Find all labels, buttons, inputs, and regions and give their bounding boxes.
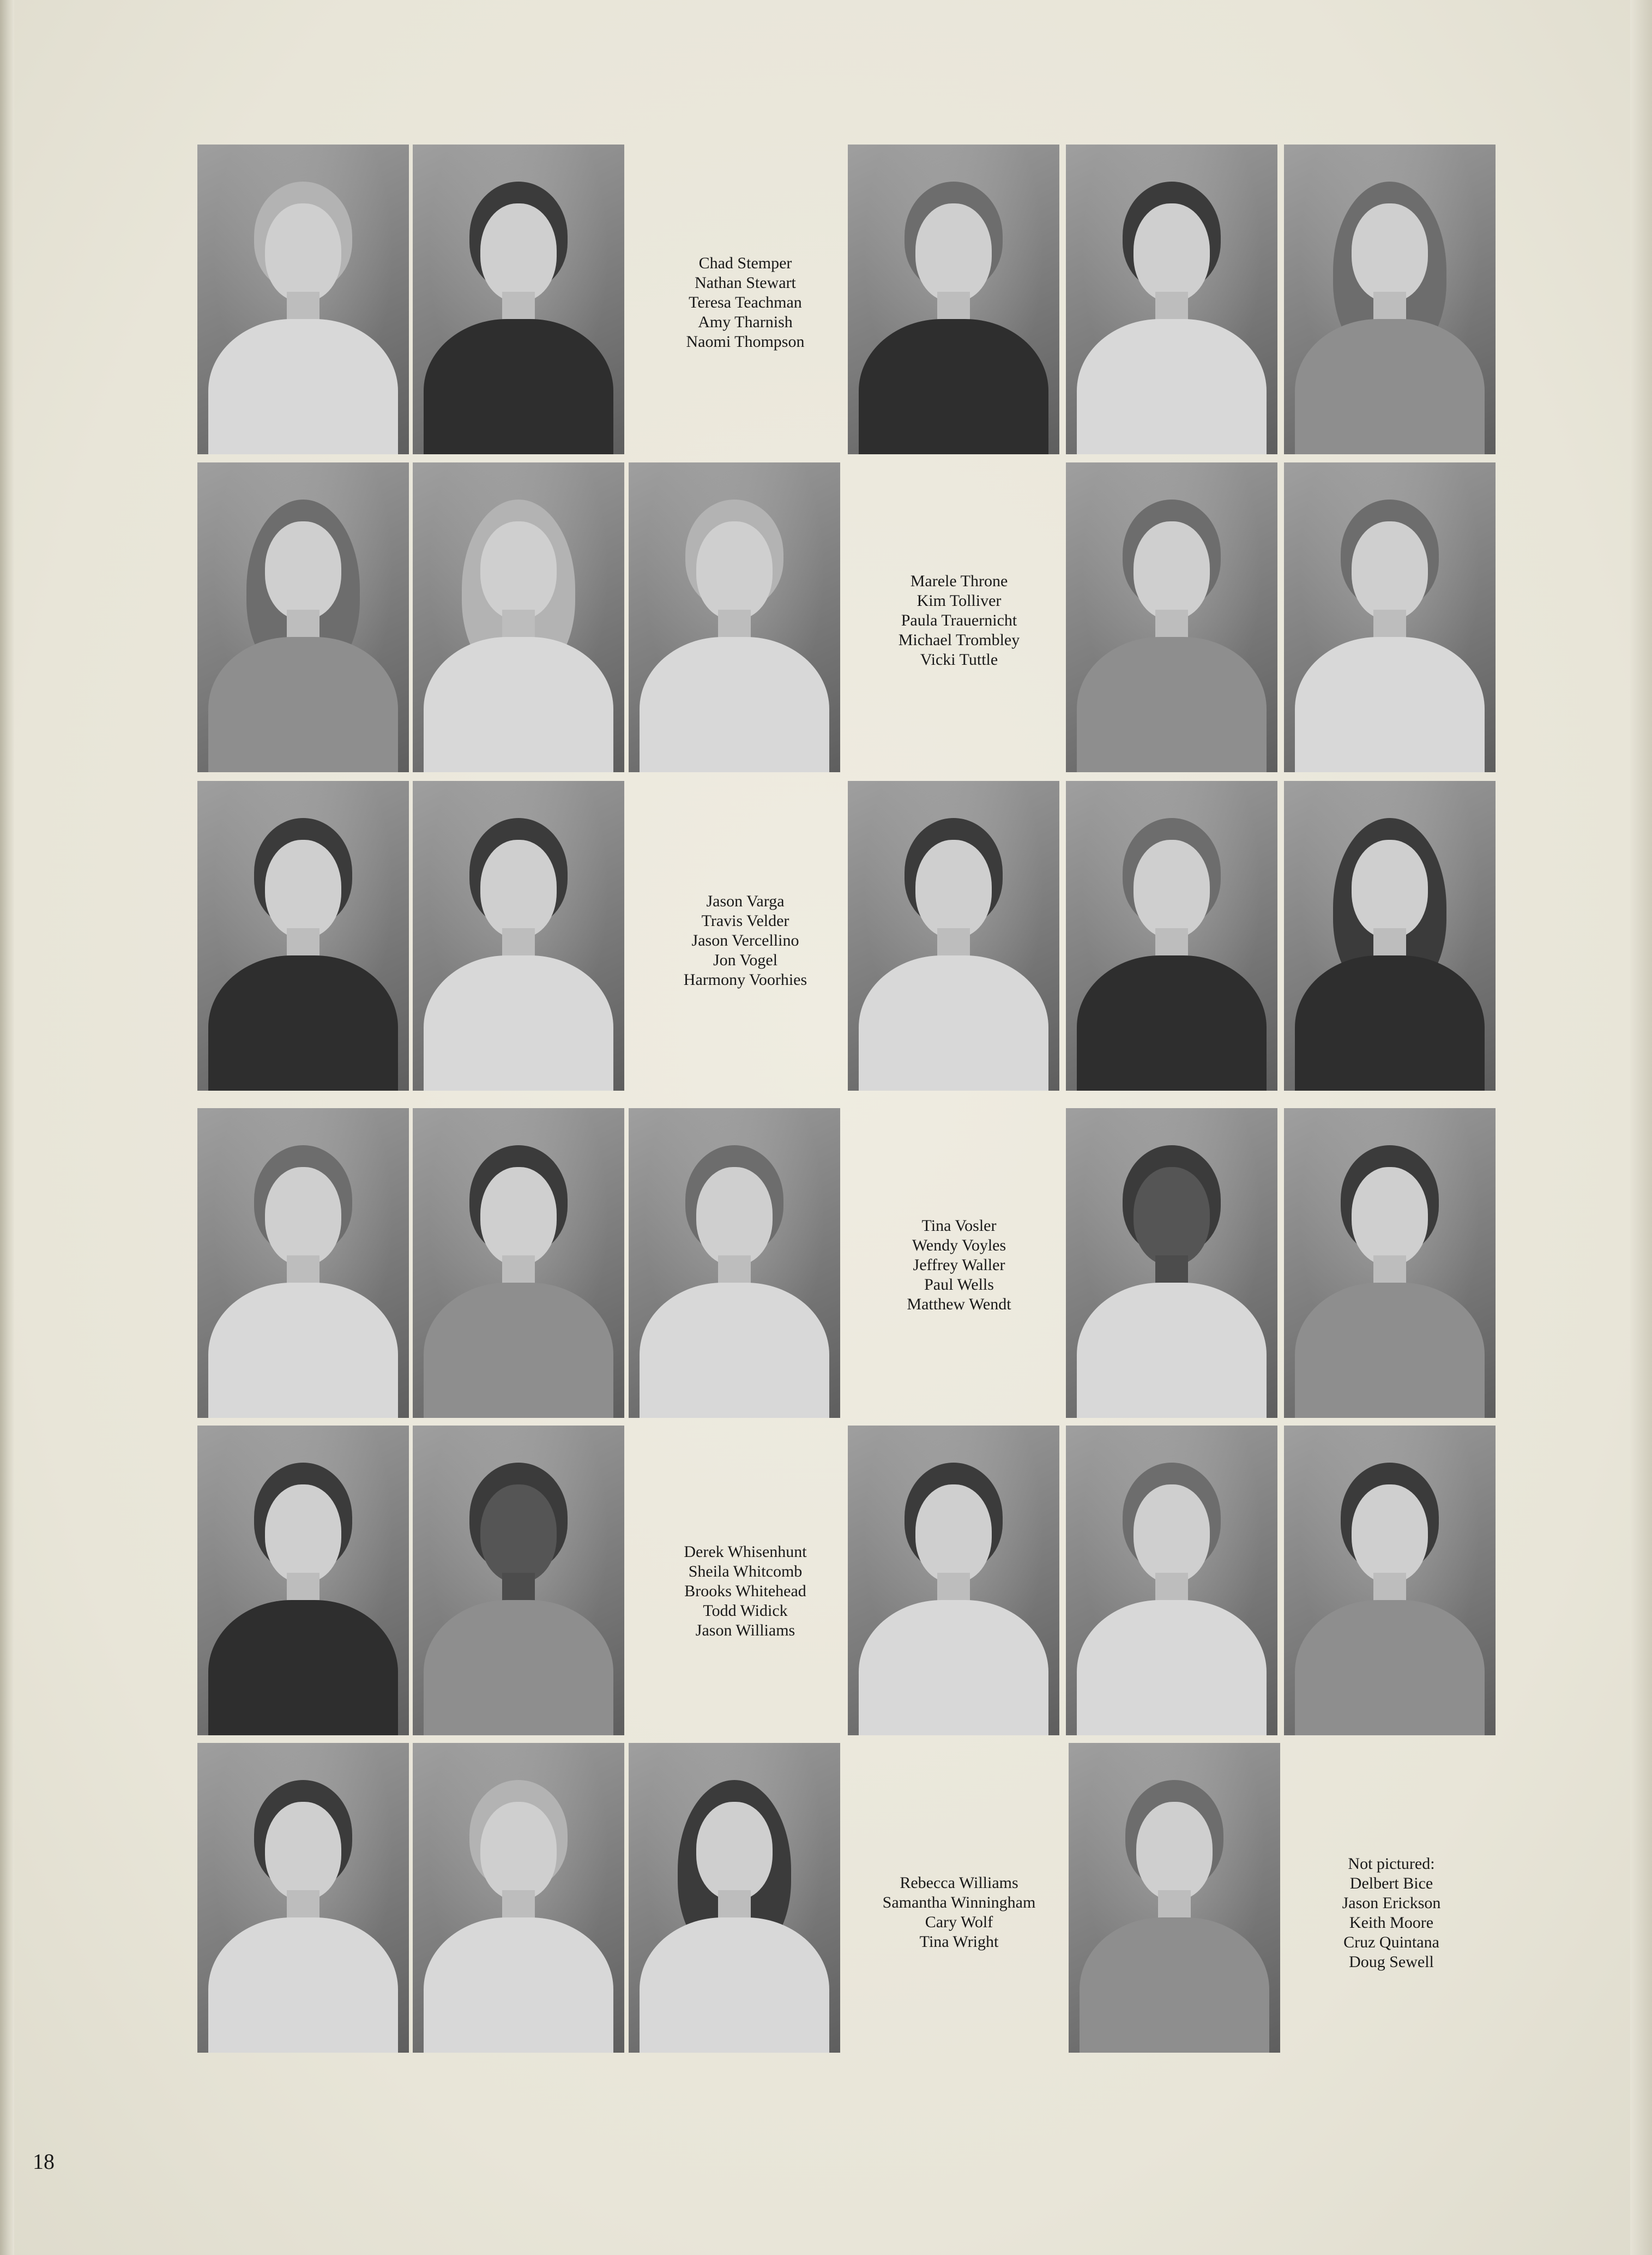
student-name: Todd Widick	[703, 1602, 788, 1620]
student-portrait	[197, 781, 409, 1091]
student-name: Jeffrey Waller	[913, 1256, 1005, 1274]
student-name: Jason Varga	[706, 892, 785, 910]
student-portrait	[413, 462, 624, 772]
student-portrait	[1284, 145, 1496, 454]
name-caption	[853, 572, 1065, 670]
student-name: Wendy Voyles	[912, 1236, 1006, 1254]
student-name: Sheila Whitcomb	[688, 1562, 803, 1580]
student-name: Matthew Wendt	[907, 1295, 1011, 1313]
student-portrait	[848, 781, 1059, 1091]
student-name: Rebecca Williams	[900, 1874, 1018, 1892]
student-portrait	[197, 1426, 409, 1735]
student-name: Teresa Teachman	[689, 293, 802, 311]
name-caption	[640, 1542, 851, 1640]
student-portrait	[197, 145, 409, 454]
student-portrait	[197, 462, 409, 772]
student-name: Doug Sewell	[1349, 1953, 1434, 1971]
student-name: Kim Tolliver	[917, 592, 1002, 610]
student-portrait	[1066, 1108, 1277, 1418]
student-portrait	[629, 462, 840, 772]
student-portrait	[1066, 781, 1277, 1091]
student-portrait	[197, 1108, 409, 1418]
name-caption	[853, 1873, 1065, 1952]
page-number: 18	[33, 2149, 55, 2174]
student-name: Michael Trombley	[898, 631, 1020, 649]
student-portrait	[1284, 1108, 1496, 1418]
name-caption	[640, 254, 851, 352]
student-portrait	[848, 145, 1059, 454]
student-name: Tina Wright	[919, 1933, 999, 1951]
student-portrait	[629, 1108, 840, 1418]
student-name: Cary Wolf	[925, 1913, 993, 1931]
student-portrait	[413, 145, 624, 454]
student-name: Chad Stemper	[698, 254, 792, 272]
student-name: Jason Williams	[695, 1621, 795, 1639]
student-name: Harmony Voorhies	[683, 971, 807, 989]
student-name: Amy Tharnish	[698, 313, 793, 331]
student-portrait	[1284, 781, 1496, 1091]
name-caption	[640, 892, 851, 990]
not-pictured-heading: Not pictured:	[1348, 1855, 1435, 1873]
student-name: Jon Vogel	[713, 951, 778, 969]
name-caption	[853, 1216, 1065, 1314]
student-name: Naomi Thompson	[686, 333, 805, 351]
student-portrait	[629, 1743, 840, 2053]
student-portrait	[1066, 462, 1277, 772]
student-portrait	[413, 1426, 624, 1735]
student-portrait	[413, 1108, 624, 1418]
student-name: Vicki Tuttle	[920, 651, 998, 669]
student-portrait	[1066, 145, 1277, 454]
student-name: Samantha Winningham	[882, 1893, 1036, 1911]
page-binding-shadow	[0, 0, 14, 2255]
student-portrait	[1284, 462, 1496, 772]
student-name: Paul Wells	[924, 1276, 994, 1294]
student-name: Travis Velder	[701, 912, 789, 930]
page-edge-shadow	[1630, 0, 1652, 2255]
student-portrait	[848, 1426, 1059, 1735]
student-portrait	[413, 1743, 624, 2053]
student-name: Paula Trauernicht	[901, 611, 1017, 629]
student-name: Tina Vosler	[921, 1217, 997, 1235]
student-name: Keith Moore	[1349, 1914, 1434, 1932]
student-name: Derek Whisenhunt	[684, 1543, 807, 1561]
not-pictured-list	[1286, 1854, 1497, 1972]
student-portrait	[1284, 1426, 1496, 1735]
student-name: Jason Vercellino	[691, 931, 799, 949]
student-name: Cruz Quintana	[1343, 1933, 1439, 1951]
student-name: Delbert Bice	[1349, 1874, 1433, 1892]
student-portrait	[1069, 1743, 1280, 2053]
student-portrait	[197, 1743, 409, 2053]
student-name: Nathan Stewart	[695, 274, 796, 292]
student-name: Brooks Whitehead	[684, 1582, 806, 1600]
student-portrait	[413, 781, 624, 1091]
student-name: Jason Erickson	[1342, 1894, 1441, 1912]
student-name: Marele Throne	[910, 572, 1008, 590]
student-portrait	[1066, 1426, 1277, 1735]
